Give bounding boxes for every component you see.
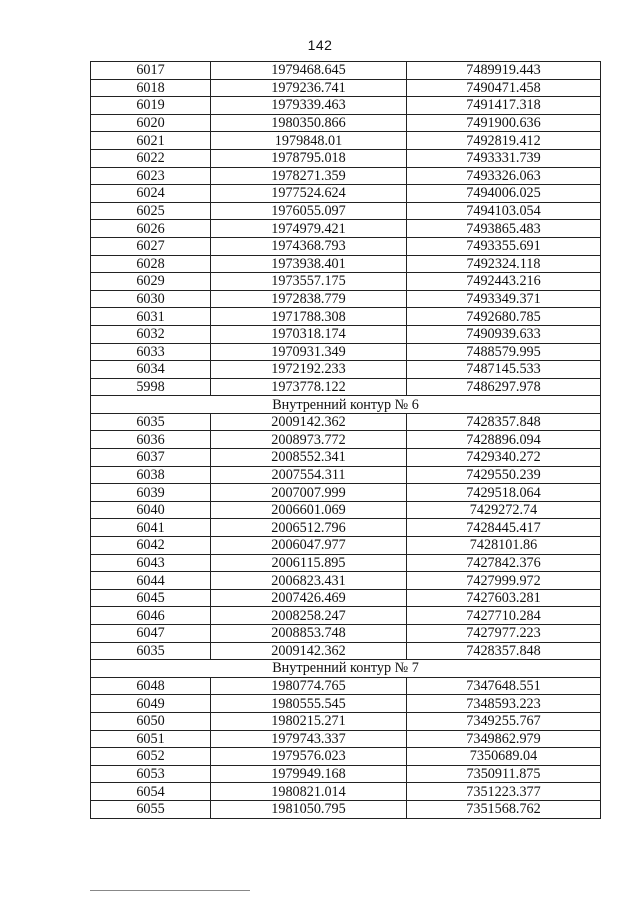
point-number-cell: 6033 — [91, 343, 211, 361]
point-number-cell: 6038 — [91, 466, 211, 484]
section-header-row — [91, 396, 601, 414]
table-row — [91, 149, 601, 167]
y-coordinate-cell: 7492443.216 — [407, 273, 601, 291]
y-coordinate-cell: 7428357.848 — [407, 413, 601, 431]
point-number-cell: 6021 — [91, 132, 211, 150]
table-row — [91, 712, 601, 730]
y-coordinate-cell: 7349862.979 — [407, 730, 601, 748]
point-number-cell: 6055 — [91, 800, 211, 818]
y-coordinate-cell: 7349255.767 — [407, 712, 601, 730]
point-number-cell: 6045 — [91, 589, 211, 607]
x-coordinate-cell: 1970931.349 — [211, 343, 407, 361]
table-row — [91, 79, 601, 97]
point-number-cell: 6049 — [91, 695, 211, 713]
x-coordinate-cell: 1979236.741 — [211, 79, 407, 97]
y-coordinate-cell: 7429340.272 — [407, 449, 601, 467]
table-row — [91, 202, 601, 220]
point-number-cell: 6052 — [91, 748, 211, 766]
table-row — [91, 519, 601, 537]
table-row — [91, 114, 601, 132]
y-coordinate-cell: 7428445.417 — [407, 519, 601, 537]
x-coordinate-cell: 2008853.748 — [211, 625, 407, 643]
y-coordinate-cell: 7493326.063 — [407, 167, 601, 185]
x-coordinate-cell: 2007426.469 — [211, 589, 407, 607]
table-row — [91, 730, 601, 748]
page-number: 142 — [307, 37, 333, 53]
point-number-cell: 6053 — [91, 765, 211, 783]
point-number-cell: 6022 — [91, 149, 211, 167]
table-row — [91, 167, 601, 185]
point-number-cell: 6036 — [91, 431, 211, 449]
point-number-cell: 6044 — [91, 572, 211, 590]
y-coordinate-cell: 7493355.691 — [407, 237, 601, 255]
y-coordinate-cell: 7428101.86 — [407, 537, 601, 555]
section-title: Внутренний контур № 7 — [91, 660, 601, 678]
table-row — [91, 185, 601, 203]
table-row — [91, 501, 601, 519]
x-coordinate-cell: 2006047.977 — [211, 537, 407, 555]
y-coordinate-cell: 7493349.371 — [407, 290, 601, 308]
y-coordinate-cell: 7494006.025 — [407, 185, 601, 203]
coordinates-table-body — [91, 62, 601, 819]
y-coordinate-cell: 7351223.377 — [407, 783, 601, 801]
table-row — [91, 273, 601, 291]
y-coordinate-cell: 7487145.533 — [407, 361, 601, 379]
table-row — [91, 695, 601, 713]
y-coordinate-cell: 7350689.04 — [407, 748, 601, 766]
x-coordinate-cell: 1980821.014 — [211, 783, 407, 801]
point-number-cell: 6029 — [91, 273, 211, 291]
y-coordinate-cell: 7428357.848 — [407, 642, 601, 660]
y-coordinate-cell: 7350911.875 — [407, 765, 601, 783]
table-row — [91, 62, 601, 80]
table-row — [91, 308, 601, 326]
x-coordinate-cell: 1972838.779 — [211, 290, 407, 308]
coordinates-table — [90, 61, 601, 819]
point-number-cell: 6031 — [91, 308, 211, 326]
point-number-cell: 6042 — [91, 537, 211, 555]
point-number-cell: 6017 — [91, 62, 211, 80]
table-row — [91, 290, 601, 308]
table-row — [91, 97, 601, 115]
y-coordinate-cell: 7427842.376 — [407, 554, 601, 572]
table-row — [91, 361, 601, 379]
y-coordinate-cell: 7429518.064 — [407, 484, 601, 502]
table-row — [91, 255, 601, 273]
table-row — [91, 325, 601, 343]
x-coordinate-cell: 1974368.793 — [211, 237, 407, 255]
x-coordinate-cell: 2006823.431 — [211, 572, 407, 590]
table-row — [91, 677, 601, 695]
y-coordinate-cell: 7347648.551 — [407, 677, 601, 695]
table-row — [91, 783, 601, 801]
y-coordinate-cell: 7427603.281 — [407, 589, 601, 607]
x-coordinate-cell: 2006512.796 — [211, 519, 407, 537]
x-coordinate-cell: 1972192.233 — [211, 361, 407, 379]
x-coordinate-cell: 1979468.645 — [211, 62, 407, 80]
x-coordinate-cell: 1980774.765 — [211, 677, 407, 695]
point-number-cell: 6037 — [91, 449, 211, 467]
point-number-cell: 6035 — [91, 642, 211, 660]
x-coordinate-cell: 1979743.337 — [211, 730, 407, 748]
table-row — [91, 589, 601, 607]
point-number-cell: 6028 — [91, 255, 211, 273]
y-coordinate-cell: 7493331.739 — [407, 149, 601, 167]
x-coordinate-cell: 1979949.168 — [211, 765, 407, 783]
table-row — [91, 537, 601, 555]
y-coordinate-cell: 7490939.633 — [407, 325, 601, 343]
y-coordinate-cell: 7489919.443 — [407, 62, 601, 80]
table-row — [91, 554, 601, 572]
y-coordinate-cell: 7427710.284 — [407, 607, 601, 625]
point-number-cell: 6050 — [91, 712, 211, 730]
section-header-row — [91, 660, 601, 678]
table-row — [91, 765, 601, 783]
table-row — [91, 343, 601, 361]
point-number-cell: 6023 — [91, 167, 211, 185]
table-row — [91, 413, 601, 431]
x-coordinate-cell: 2006115.895 — [211, 554, 407, 572]
point-number-cell: 6019 — [91, 97, 211, 115]
point-number-cell: 6035 — [91, 413, 211, 431]
point-number-cell: 6020 — [91, 114, 211, 132]
x-coordinate-cell: 2008258.247 — [211, 607, 407, 625]
x-coordinate-cell: 2006601.069 — [211, 501, 407, 519]
x-coordinate-cell: 1980215.271 — [211, 712, 407, 730]
table-row — [91, 220, 601, 238]
point-number-cell: 6046 — [91, 607, 211, 625]
point-number-cell: 6026 — [91, 220, 211, 238]
x-coordinate-cell: 1977524.624 — [211, 185, 407, 203]
point-number-cell: 6054 — [91, 783, 211, 801]
point-number-cell: 5998 — [91, 378, 211, 396]
x-coordinate-cell: 1981050.795 — [211, 800, 407, 818]
x-coordinate-cell: 1980555.545 — [211, 695, 407, 713]
point-number-cell: 6040 — [91, 501, 211, 519]
y-coordinate-cell: 7492819.412 — [407, 132, 601, 150]
x-coordinate-cell: 1973557.175 — [211, 273, 407, 291]
point-number-cell: 6047 — [91, 625, 211, 643]
table-row — [91, 449, 601, 467]
table-row — [91, 484, 601, 502]
y-coordinate-cell: 7429550.239 — [407, 466, 601, 484]
table-row — [91, 800, 601, 818]
x-coordinate-cell: 1973778.122 — [211, 378, 407, 396]
x-coordinate-cell: 1976055.097 — [211, 202, 407, 220]
y-coordinate-cell: 7427999.972 — [407, 572, 601, 590]
point-number-cell: 6018 — [91, 79, 211, 97]
y-coordinate-cell: 7491417.318 — [407, 97, 601, 115]
x-coordinate-cell: 2009142.362 — [211, 642, 407, 660]
y-coordinate-cell: 7427977.223 — [407, 625, 601, 643]
y-coordinate-cell: 7493865.483 — [407, 220, 601, 238]
point-number-cell: 6027 — [91, 237, 211, 255]
point-number-cell: 6032 — [91, 325, 211, 343]
y-coordinate-cell: 7490471.458 — [407, 79, 601, 97]
x-coordinate-cell: 2009142.362 — [211, 413, 407, 431]
point-number-cell: 6039 — [91, 484, 211, 502]
point-number-cell: 6030 — [91, 290, 211, 308]
y-coordinate-cell: 7351568.762 — [407, 800, 601, 818]
y-coordinate-cell: 7428896.094 — [407, 431, 601, 449]
section-title: Внутренний контур № 6 — [91, 396, 601, 414]
table-row — [91, 607, 601, 625]
x-coordinate-cell: 1979339.463 — [211, 97, 407, 115]
y-coordinate-cell: 7491900.636 — [407, 114, 601, 132]
point-number-cell: 6041 — [91, 519, 211, 537]
point-number-cell: 6024 — [91, 185, 211, 203]
x-coordinate-cell: 1978795.018 — [211, 149, 407, 167]
table-row — [91, 466, 601, 484]
x-coordinate-cell: 2007007.999 — [211, 484, 407, 502]
x-coordinate-cell: 1971788.308 — [211, 308, 407, 326]
point-number-cell: 6048 — [91, 677, 211, 695]
x-coordinate-cell: 2007554.311 — [211, 466, 407, 484]
table-row — [91, 642, 601, 660]
point-number-cell: 6025 — [91, 202, 211, 220]
table-row — [91, 237, 601, 255]
y-coordinate-cell: 7348593.223 — [407, 695, 601, 713]
table-row — [91, 378, 601, 396]
y-coordinate-cell: 7492324.118 — [407, 255, 601, 273]
table-row — [91, 572, 601, 590]
y-coordinate-cell: 7494103.054 — [407, 202, 601, 220]
point-number-cell: 6051 — [91, 730, 211, 748]
x-coordinate-cell: 2008973.772 — [211, 431, 407, 449]
table-row — [91, 625, 601, 643]
point-number-cell: 6043 — [91, 554, 211, 572]
x-coordinate-cell: 1980350.866 — [211, 114, 407, 132]
footer-rule — [90, 890, 250, 891]
x-coordinate-cell: 1979848.01 — [211, 132, 407, 150]
table-row — [91, 431, 601, 449]
x-coordinate-cell: 1974979.421 — [211, 220, 407, 238]
y-coordinate-cell: 7486297.978 — [407, 378, 601, 396]
x-coordinate-cell: 1970318.174 — [211, 325, 407, 343]
y-coordinate-cell: 7488579.995 — [407, 343, 601, 361]
point-number-cell: 6034 — [91, 361, 211, 379]
x-coordinate-cell: 1978271.359 — [211, 167, 407, 185]
x-coordinate-cell: 1979576.023 — [211, 748, 407, 766]
y-coordinate-cell: 7429272.74 — [407, 501, 601, 519]
table-row — [91, 132, 601, 150]
table-row — [91, 748, 601, 766]
y-coordinate-cell: 7492680.785 — [407, 308, 601, 326]
x-coordinate-cell: 2008552.341 — [211, 449, 407, 467]
x-coordinate-cell: 1973938.401 — [211, 255, 407, 273]
